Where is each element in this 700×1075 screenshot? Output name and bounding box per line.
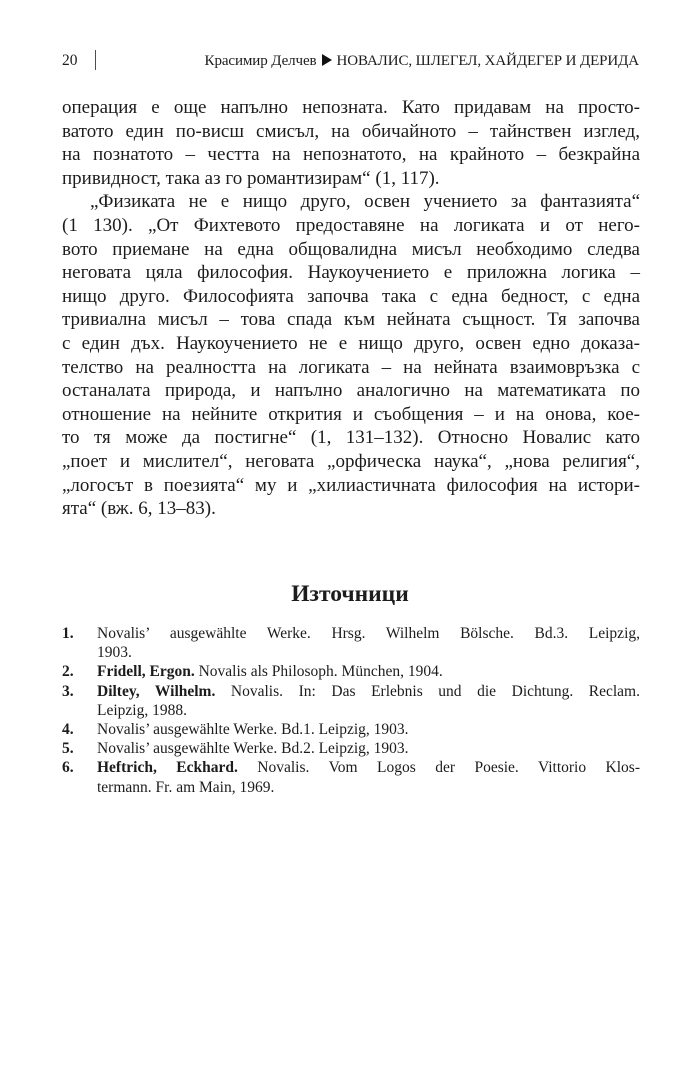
source-number: 2. [62,663,74,681]
source-number: 5. [62,740,74,758]
text-line: нищо друго. Философията започва така с една бедност, с една [62,285,640,307]
text-line: ватото един по-висш смисъл, на обичайното – тайнствен изглед, [62,120,640,142]
text-line: останалата природа, и напълно аналогично на математиката по [62,380,640,402]
source-line [97,701,640,720]
source-line [97,662,640,681]
source-text: Novalis’ ausgewählte Werke. Bd.2. Leipzig, 1903. [97,740,409,758]
source-line [97,624,640,643]
running-author: Красимир Делчев [204,53,317,69]
text-line: телство на реалността на логиката – на нейната взаимовръзка с [62,356,640,378]
text-line: неговата цяла философия. Наукоучението е приложна логика – [62,262,640,284]
source-text: Novalis. Vom Logos der Poesie. Vittorio Klos- [237,759,641,777]
running-title: НОВАЛИС, ШЛЕГЕЛ, ХАЙДЕГЕР И ДЕРИДА [336,53,639,69]
text-line: „поет и мислител“, неговата „орфическа наука“, „нова религия“, [62,450,640,472]
source-number: 3. [62,682,74,700]
sources-list [62,624,640,797]
triangle-right-icon [322,54,332,66]
source-item [62,739,640,758]
source-number: 1. [62,625,74,642]
source-item [62,682,640,720]
source-text: termann. Fr. am Main, 1969. [97,778,275,796]
source-item [62,624,640,662]
source-number: 4. [62,720,74,738]
text-line: то тя може да постигне“ (1, 131–132). Относно Новалис като [62,427,640,449]
text-line: тривиална мисъл – това спада към нейната същност. Тя започва [62,309,640,331]
text-line: вото приемане на една общовалидна мисъл необходимо следва [62,238,640,260]
text-line: операция е още напълно непозната. Като придавам на просто- [62,97,640,118]
source-text: Novalis. In: Das Erlebnis und die Dichtung. Reclam. [215,682,640,700]
source-item [62,720,640,739]
source-text: Leipzig, 1988. [97,701,187,719]
paragraph [62,190,640,520]
source-text: Novalis’ ausgewählte Werke. Bd.1. Leipzig, 1903. [97,720,409,738]
page-number: 20 [62,52,78,69]
source-author: Diltey, Wilhelm. [97,682,216,700]
text-line: привидност, така аз го романтизирам“ (1, 117). [62,167,440,189]
text-line: на познатото – честта на непознатото, на крайното – безкрайна [62,144,640,166]
source-item [62,662,640,681]
source-line [97,643,640,662]
source-author: Heftrich, Eckhard. [97,759,238,777]
source-line [97,758,640,777]
paragraph [62,96,640,190]
source-line [97,682,640,701]
source-text: Novalis’ ausgewählte Werke. Hrsg. Wilhelm Bölsche. Bd.3. Leipzig, [97,625,640,642]
text-line: (1 130). „От Фихтевото предоставяне на логиката и от него- [62,214,640,236]
page-number-divider [95,50,96,70]
source-text: 1903. [97,644,132,662]
sources-heading: Източници [291,581,409,607]
source-text: Novalis als Philosoph. München, 1904. [194,663,443,681]
text-line: „Физиката не е нищо друго, освен учението за фантазията“ [90,191,640,213]
running-header [62,49,639,73]
source-line [97,720,640,739]
source-number: 6. [62,759,74,777]
running-head [205,49,639,73]
text-line: отношение на нейните открития и съобщения – и на онова, кое- [62,403,640,425]
text-line: с един дъх. Наукоучението не е нищо друго, освен едно доказа- [62,332,640,354]
source-author: Fridell, Ergon. [97,663,195,681]
body-text [62,96,640,521]
text-line: ята“ (вж. 6, 13–83). [62,498,216,520]
source-line [97,778,640,797]
source-item [62,758,640,796]
source-line [97,739,640,758]
text-line: „логосът в поезията“ му и „хилиастичната философия на истори- [62,474,640,496]
